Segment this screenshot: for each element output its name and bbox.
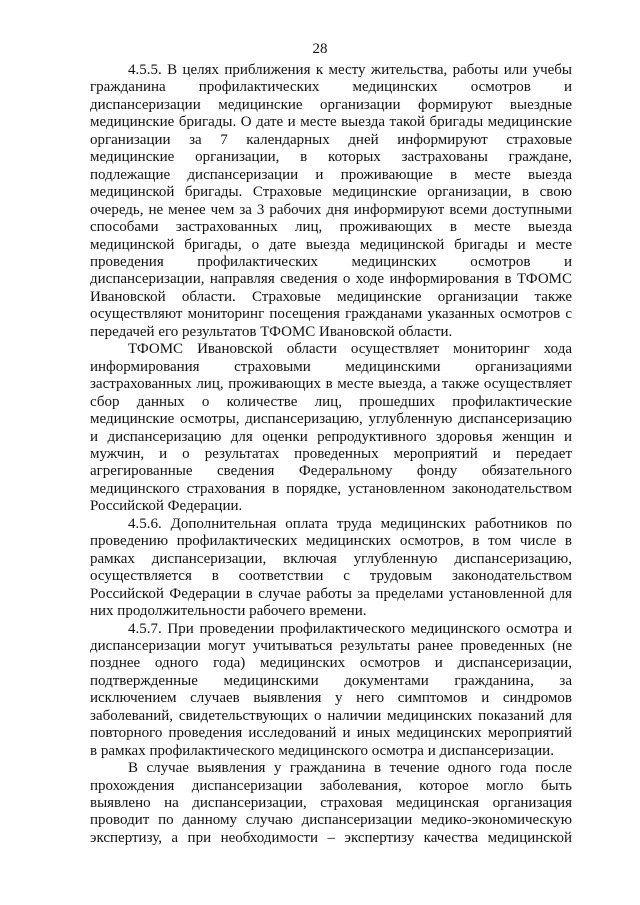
- text-line: диспансеризации медицинские организации формируют выездные: [90, 96, 572, 113]
- text-line: способами застрахованных лиц, проживающих в месте выезда: [90, 219, 572, 236]
- paragraph-tfoms-monitoring: [90, 341, 572, 516]
- text-line: медицинские осмотры, диспансеризацию, углубленную диспансеризацию: [90, 411, 572, 428]
- text-line: повторного проведения исследований и иных медицинских мероприятий: [90, 725, 572, 742]
- text-line: медицинские бригады. О дате и месте выезда такой бригады медицинские: [90, 114, 572, 131]
- text-line: сбор данных о количестве лиц, прошедших профилактические: [90, 393, 572, 410]
- text-line: экспертизу, а при необходимости – экспертизу качества медицинской: [90, 829, 572, 846]
- text-line: 4.5.7. При проведении профилактического медицинского осмотра и: [128, 620, 572, 637]
- text-line: и диспансеризацию для оценки репродуктивного здоровья женщин и: [90, 428, 572, 445]
- text-line: застрахованных лиц, проживающих в месте выезда, а также осуществляет: [90, 376, 572, 393]
- text-line: медицинские организации, в которых застрахованы граждане,: [90, 149, 572, 166]
- text-line: очередь, не менее чем за 3 рабочих дня информируют всеми доступными: [90, 201, 572, 218]
- paragraph-4-5-5: [90, 62, 572, 341]
- text-line: гражданина профилактических медицинских осмотров и: [90, 79, 572, 96]
- text-line: выявлено на диспансеризации, страховая медицинская организация: [90, 795, 572, 812]
- text-line: проведения профилактических медицинских осмотров и: [90, 253, 572, 270]
- text-line: медицинской бригады. Страховые медицинские организации, в свою: [90, 184, 572, 201]
- paragraph-4-5-7: [90, 621, 572, 761]
- text-line: осуществляют мониторинг посещения гражданами указанных осмотров с: [90, 306, 572, 323]
- text-line: диспансеризации могут учитываться результаты ранее проведенных (не: [90, 637, 572, 654]
- paragraph-4-5-6: [90, 516, 572, 621]
- text-line: них продолжительности рабочего времени.: [90, 603, 367, 620]
- text-line: медицинского страхования в порядке, установленном законодательством: [90, 480, 572, 497]
- text-line: передачей его результатов ТФОМС Ивановской области.: [90, 323, 453, 340]
- text-line: подлежащие диспансеризации и проживающие в месте выезда: [90, 166, 572, 183]
- text-line: заболеваний, свидетельствующих о наличии медицинских показаний для: [90, 707, 572, 724]
- text-line: проведению профилактических медицинских осмотров, в том числе в: [90, 533, 572, 550]
- text-line: агрегированные сведения Федеральному фонду обязательного: [90, 463, 572, 480]
- text-line: рамках диспансеризации, включая углубленную диспансеризацию,: [90, 550, 572, 567]
- page-number: 28: [312, 41, 328, 57]
- text-line: 4.5.5. В целях приближения к месту жительства, работы или учебы: [128, 62, 572, 78]
- text-line: Российской Федерации.: [90, 498, 243, 515]
- text-line: подтвержденные медицинскими документами гражданина, за: [90, 672, 572, 689]
- text-line: проводит по данному случаю диспансеризации медико-экономическую: [90, 812, 572, 829]
- text-line: исключением случаев выявления у него симптомов и синдромов: [90, 690, 572, 707]
- text-line: медицинской бригады, о дате выезда медицинской бригады и месте: [90, 236, 572, 253]
- text-line: осуществляется в соответствии с трудовым законодательством: [90, 568, 572, 585]
- text-line: ТФОМС Ивановской области осуществляет мониторинг хода: [128, 341, 572, 358]
- text-line: в рамках профилактического медицинского осмотра и диспансеризации.: [90, 742, 554, 759]
- text-line: диспансеризации, направляя сведения о ходе информирования в ТФОМС: [90, 271, 572, 288]
- text-line: прохождения диспансеризации заболевания, которое могло быть: [90, 777, 572, 794]
- text-line: В случае выявления у гражданина в течение одного года после: [128, 760, 572, 777]
- body-text: [90, 62, 572, 847]
- text-line: 4.5.6. Дополнительная оплата труда медицинских работников по: [128, 515, 572, 532]
- text-line: организации за 7 календарных дней информируют страховые: [90, 131, 572, 148]
- text-line: позднее одного года) медицинских осмотров и диспансеризации,: [90, 655, 572, 672]
- text-line: информирования страховыми медицинскими организациями: [90, 358, 572, 375]
- text-line: Ивановской области. Страховые медицинские организации также: [90, 288, 572, 305]
- text-line: мужчин, и о результатах проведенных мероприятий и передает: [90, 445, 572, 462]
- text-line: Российской Федерации в случае работы за пределами установленной для: [90, 585, 572, 602]
- paragraph-case-detection: [90, 760, 572, 847]
